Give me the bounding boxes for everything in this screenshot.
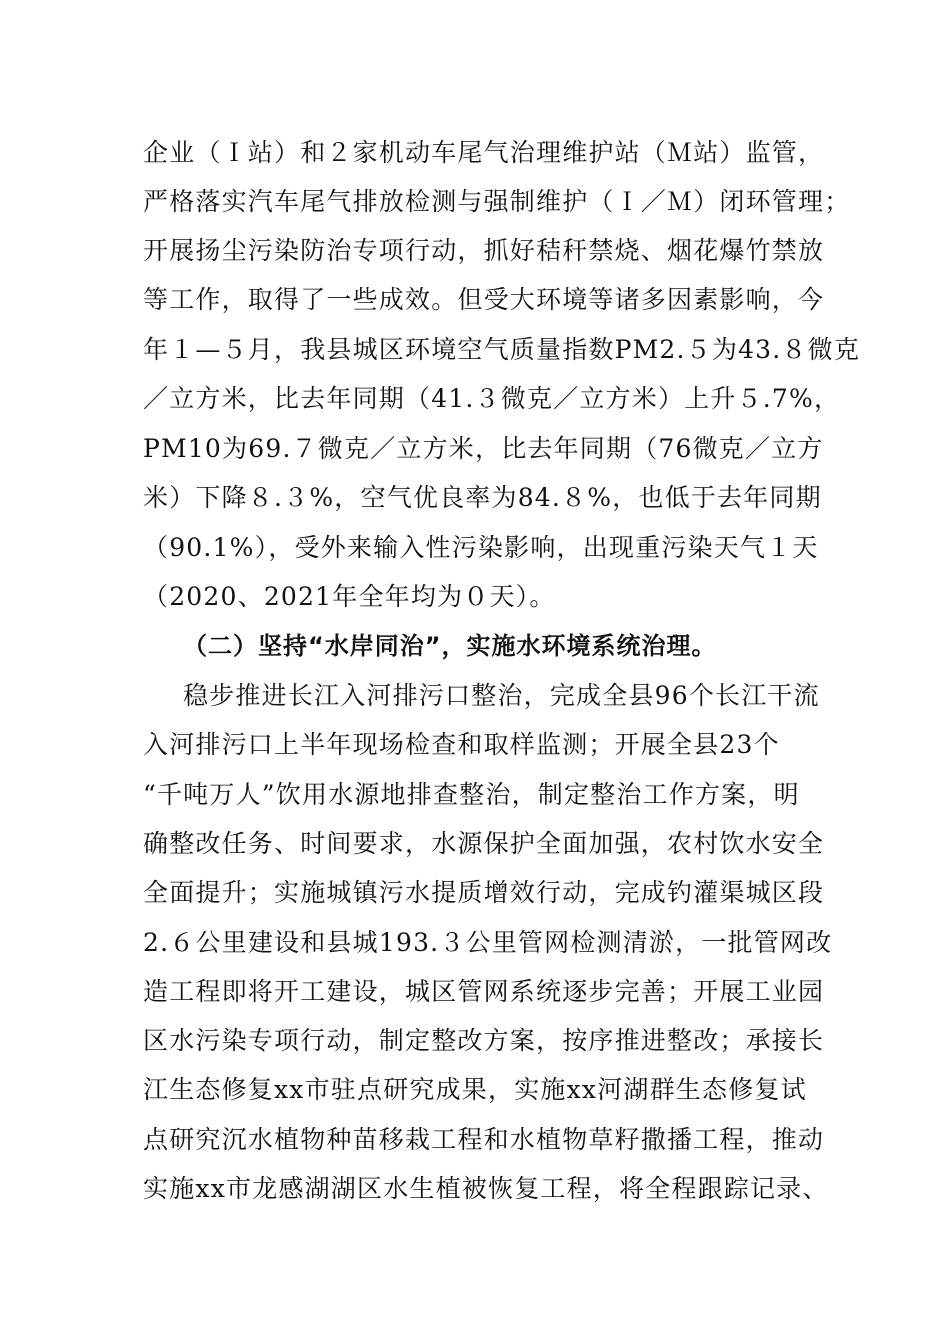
body-text-line: 确整改任务、时间要求，水源保护全面加强，农村饮水安全: [143, 829, 825, 858]
body-text-line: 全面提升；实施城镇污水提质增效行动，完成钓灌渠城区段: [143, 878, 825, 907]
body-text-line: “千吨万人”饮用水源地排查整治，制定整治工作方案，明: [143, 780, 800, 809]
body-text-line: 点研究沉水植物种苗移栽工程和水植物草籽撒播工程，推动: [143, 1125, 825, 1154]
body-text-line: 稳步推进长江入河排污口整治，完成全县96个长江干流: [183, 681, 820, 710]
section-heading: （二）坚持“水岸同治”，实施水环境系统治理。: [183, 632, 717, 660]
body-text-line: 等工作，取得了一些成效。但受大环境等诸多因素影响，今: [143, 285, 825, 314]
body-text-line: ／立方米，比去年同期（41.３微克／立方米）上升５.7%，: [143, 384, 841, 413]
body-text-line: 2.６公里建设和县城193.３公里管网检测清淤，一批管网改: [143, 928, 833, 957]
body-text-line: 企业（Ｉ站）和２家机动车尾气治理维护站（Ｍ站）监管，: [143, 138, 825, 167]
body-text-line: 区水污染专项行动，制定整改方案，按序推进整改；承接长: [143, 1026, 825, 1055]
body-text-line: 米）下降８.３%，空气优良率为84.８%，也低于去年同期: [143, 483, 822, 512]
body-text-line: 年１—５月，我县城区环境空气质量指数PM2.５为43.８微克: [143, 335, 861, 364]
body-text-line: 开展扬尘污染防治专项行动，抓好秸秆禁烧、烟花爆竹禁放: [143, 236, 825, 265]
body-text-line: 严格落实汽车尾气排放检测与强制维护（Ｉ／Ｍ）闭环管理；: [143, 187, 851, 216]
body-text-line: （2020、2021年全年均为０天）。: [143, 582, 556, 611]
body-text-line: 实施xx市龙感湖湖区水生植被恢复工程，将全程跟踪记录、: [143, 1174, 829, 1203]
body-text-line: 江生态修复xx市驻点研究成果，实施xx河湖群生态修复试: [143, 1075, 807, 1104]
body-text-line: PM10为69.７微克／立方米，比去年同期（76微克／立方: [143, 434, 824, 463]
body-text-line: （90.1%），受外来输入性污染影响，出现重污染天气１天: [143, 533, 819, 562]
body-text-line: 造工程即将开工建设，城区管网系统逐步完善；开展工业园: [143, 977, 825, 1006]
body-text-line: 入河排污口上半年现场检查和取样监测；开展全县23个: [143, 730, 780, 759]
